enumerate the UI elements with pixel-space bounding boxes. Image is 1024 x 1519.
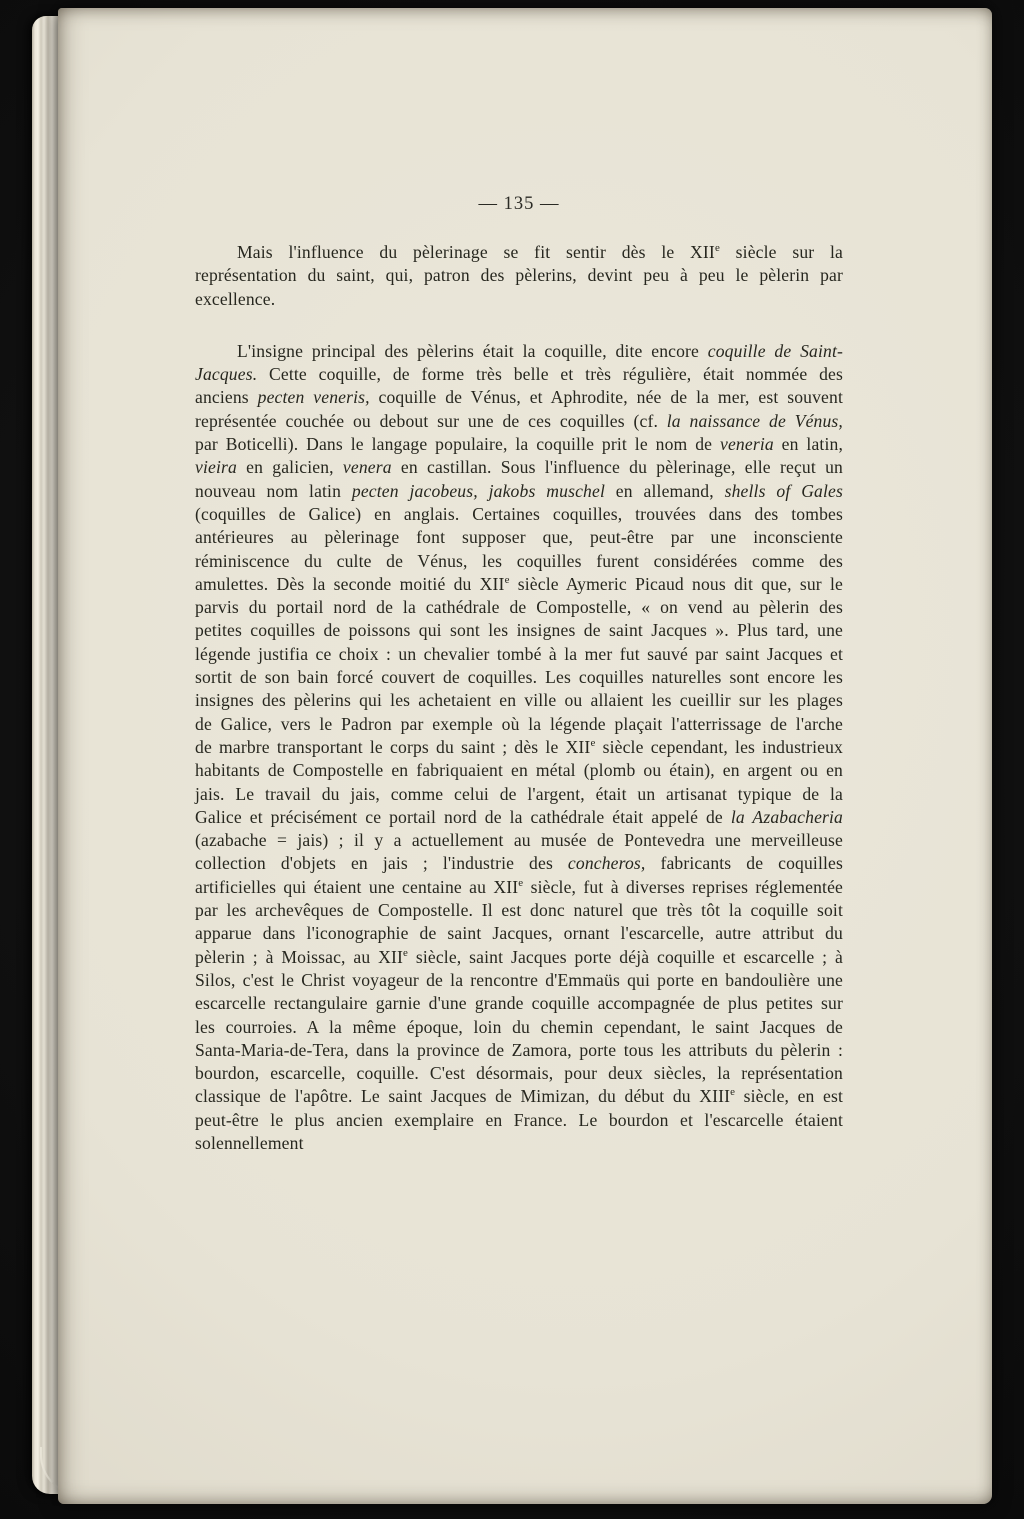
text-block — [195, 194, 843, 1155]
paragraph: L'insigne principal des pèlerins était la coquille, dite encore coquille de Saint-Jacques. Cette coquille, de forme très belle et très régulière, était nommée des anciens pecten veneris, coquille de Vénus, et Aphrodite, née de la mer, est souvent représentée couchée ou debout sur une de ces coquilles (cf. la naissance de Vénus, par Boticelli). Dans le langage populaire, la coquille prit le nom de veneria en latin, vieira en galicien, venera en castillan. Sous l'influence du pèlerinage, elle reçut un nouveau nom latin pecten jacobeus, jakobs muschel en allemand, shells of Gales (coquilles de Galice) en anglais. Certaines coquilles, trouvées dans des tombes antérieures au pèlerinage font supposer que, peut-être par une inconsciente réminiscence du culte de Vénus, les coquilles furent considérées comme des amulettes. Dès la seconde moitié du XIIe siècle Aymeric Picaud nous dit que, sur le parvis du portail nord de la cathédrale de Compostelle, « on vend au pèlerin des petites coquilles de poissons qui sont les insignes de saint Jacques ». Plus tard, une légende justifia ce choix : un chevalier tombé à la mer fut sauvé par saint Jacques et sortit de son bain forcé couvert de coquilles. Les coquilles naturelles sont encore les insignes des pèlerins qui les achetaient en ville ou allaient les cueillir sur les plages de Galice, vers le Padron par exemple où la légende plaçait l'atterrissage de l'arche de marbre transportant le corps du saint ; dès le XIIe siècle cependant, les industrieux habitants de Compostelle en fabriquaient en métal (plomb ou étain), en argent ou en jais. Le travail du jais, comme celui de l'argent, était un artisanat typique de la Galice et précisément ce portail nord de la cathédrale était appelé de la Azabacheria (azabache = jais) ; il y a actuellement au musée de Pontevedra une merveilleuse collection d'objets en jais ; l'industrie des concheros, fabricants de coquilles artificielles qui étaient une centaine au XIIe siècle, fut à diverses reprises réglementée par les archevêques de Compostelle. Il est donc naturel que très tôt la coquille soit apparue dans l'iconographie de saint Jacques, ornant l'escarcelle, autre attribut du pèlerin ; à Moissac, au XIIe siècle, saint Jacques porte déjà coquille et escarcelle ; à Silos, c'est le Christ voyageur de la rencontre d'Emmaüs qui porte en bandoulière une escarcelle rectangulaire garnie d'une grande coquille accompagnée de plus petites sur les courroies. A la même époque, loin du chemin cependant, le saint Jacques de Santa-Maria-de-Tera, dans la province de Zamora, porte tous les attributs du pèlerin : bourdon, escarcelle, coquille. C'est désormais, pour deux siècles, la représentation classique de l'apôtre. Le saint Jacques de Mimizan, du début du XIIIe siècle, en est peut-être le plus ancien exemplaire en France. Le bourdon et l'escarcelle étaient solennellement — [195, 340, 844, 1153]
book-page — [58, 8, 992, 1504]
body-text — [195, 241, 843, 1155]
paragraph: Mais l'influence du pèlerinage se fit sentir dès le XIIe siècle sur la représentation du saint, qui, patron des pèlerins, devint peu à peu le pèlerin par excellence. — [195, 242, 844, 309]
page-number: — 135 — — [478, 194, 560, 214]
